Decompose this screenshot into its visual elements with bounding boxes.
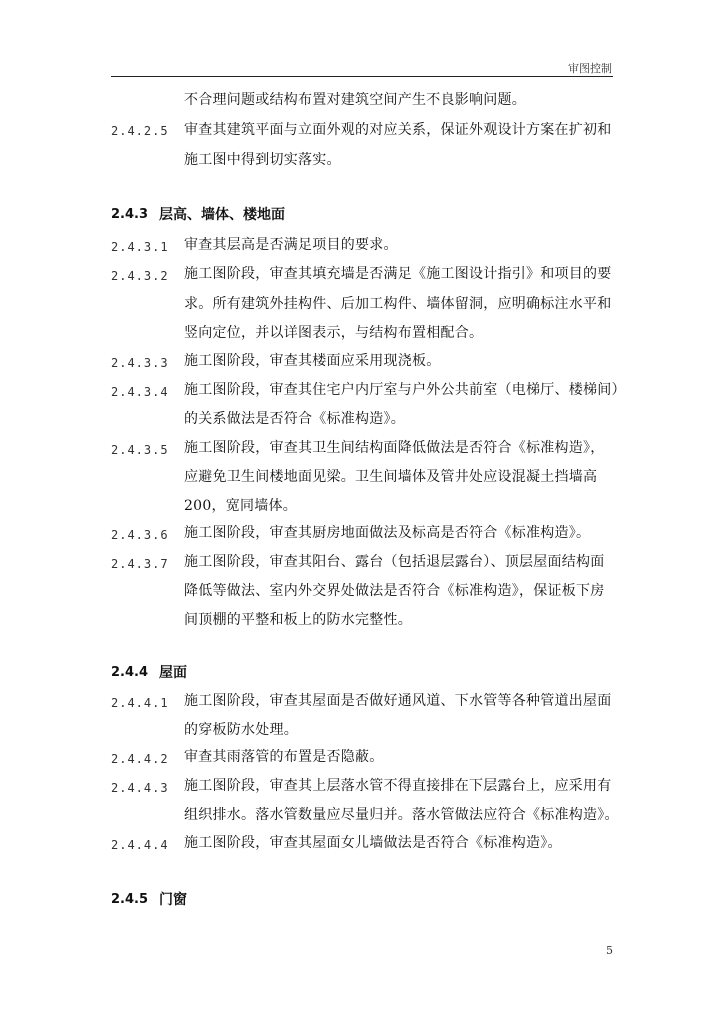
paragraph-line: 施工图阶段，审查其厨房地面做法及标高是否符合《标准构造》。 (184, 525, 591, 541)
clause-number: 2.4.3.7 (111, 557, 169, 571)
clause-number: 2.4.3.1 (111, 240, 169, 254)
paragraph-line: 施工图阶段，审查其住宅户内厅室与户外公共前室（电梯厅、楼梯间） (184, 382, 626, 398)
paragraph-line: 200，宽同墙体。 (184, 498, 297, 514)
clause-number: 2.4.3.3 (111, 356, 169, 370)
clause-number: 2.4.4.4 (111, 838, 169, 852)
page-number: 5 (606, 944, 613, 957)
header-divider (111, 76, 613, 77)
clause-number: 2.4.4.2 (111, 752, 169, 766)
header-title: 审图控制 (568, 62, 612, 75)
section-title: 门窗 (159, 892, 187, 908)
paragraph-line: 施工图阶段，审查其屋面是否做好通风道、下水管等各种管道出屋面 (184, 693, 612, 709)
paragraph-line: 施工图阶段，审查其上层落水管不得直接排在下层露台上，应采用有 (184, 778, 612, 794)
paragraph-line: 的关系做法是否符合《标准构造》。 (184, 411, 405, 427)
clause-number: 2.4.4.3 (111, 781, 169, 795)
section-number: 2.4.4 (111, 665, 149, 680)
paragraph-line: 降低等做法、室内外交界处做法是否符合《标准构造》，保证板下房 (184, 583, 605, 599)
paragraph-line: 组织排水。落水管数量应尽量归并。落水管做法应符合《标准构造》。 (184, 807, 619, 823)
section-title: 屋面 (159, 665, 187, 681)
clause-number: 2.4.3.2 (111, 269, 169, 283)
paragraph-line: 审查其层高是否满足项目的要求。 (184, 237, 398, 253)
paragraph-line: 施工图阶段，审查其阳台、露台（包括退层露台）、顶层屋面结构面 (184, 554, 605, 570)
section-number: 2.4.3 (111, 207, 149, 222)
paragraph-line: 求。所有建筑外挂构件、后加工构件、墙体留洞，应明确标注水平和 (184, 296, 612, 312)
paragraph-line: 施工图阶段，审查其填充墙是否满足《施工图设计指引》和项目的要 (184, 266, 612, 282)
paragraph-line: 审查其雨落管的布置是否隐蔽。 (184, 749, 384, 765)
clause-number: 2.4.3.6 (111, 528, 169, 542)
paragraph-line: 审查其建筑平面与立面外观的对应关系，保证外观设计方案在扩初和 (184, 122, 612, 138)
paragraph-line: 施工图中得到切实落实。 (184, 152, 341, 168)
paragraph-line: 施工图阶段，审查其屋面女儿墙做法是否符合《标准构造》。 (184, 835, 562, 851)
clause-number: 2.4.3.5 (111, 443, 169, 457)
clause-number: 2.4.3.4 (111, 385, 169, 399)
clause-number: 2.4.2.5 (111, 124, 169, 138)
section-title: 层高、墙体、楼地面 (159, 207, 285, 223)
paragraph-line: 不合理问题或结构布置对建筑空间产生不良影响问题。 (184, 92, 526, 108)
section-number: 2.4.5 (111, 892, 149, 907)
paragraph-line: 施工图阶段，审查其楼面应采用现浇板。 (184, 353, 441, 369)
paragraph-line: 的穿板防水处理。 (184, 722, 298, 738)
paragraph-line: 间顶棚的平整和板上的防水完整性。 (184, 612, 412, 628)
paragraph-line: 施工图阶段，审查其卫生间结构面降低做法是否符合《标准构造》， (184, 440, 605, 456)
clause-number: 2.4.4.1 (111, 696, 169, 710)
paragraph-line: 应避免卫生间楼地面见梁。卫生间墙体及管井处应设混凝土挡墙高 (184, 469, 598, 485)
paragraph-line: 竖向定位，并以详图表示，与结构布置相配合。 (184, 325, 484, 341)
